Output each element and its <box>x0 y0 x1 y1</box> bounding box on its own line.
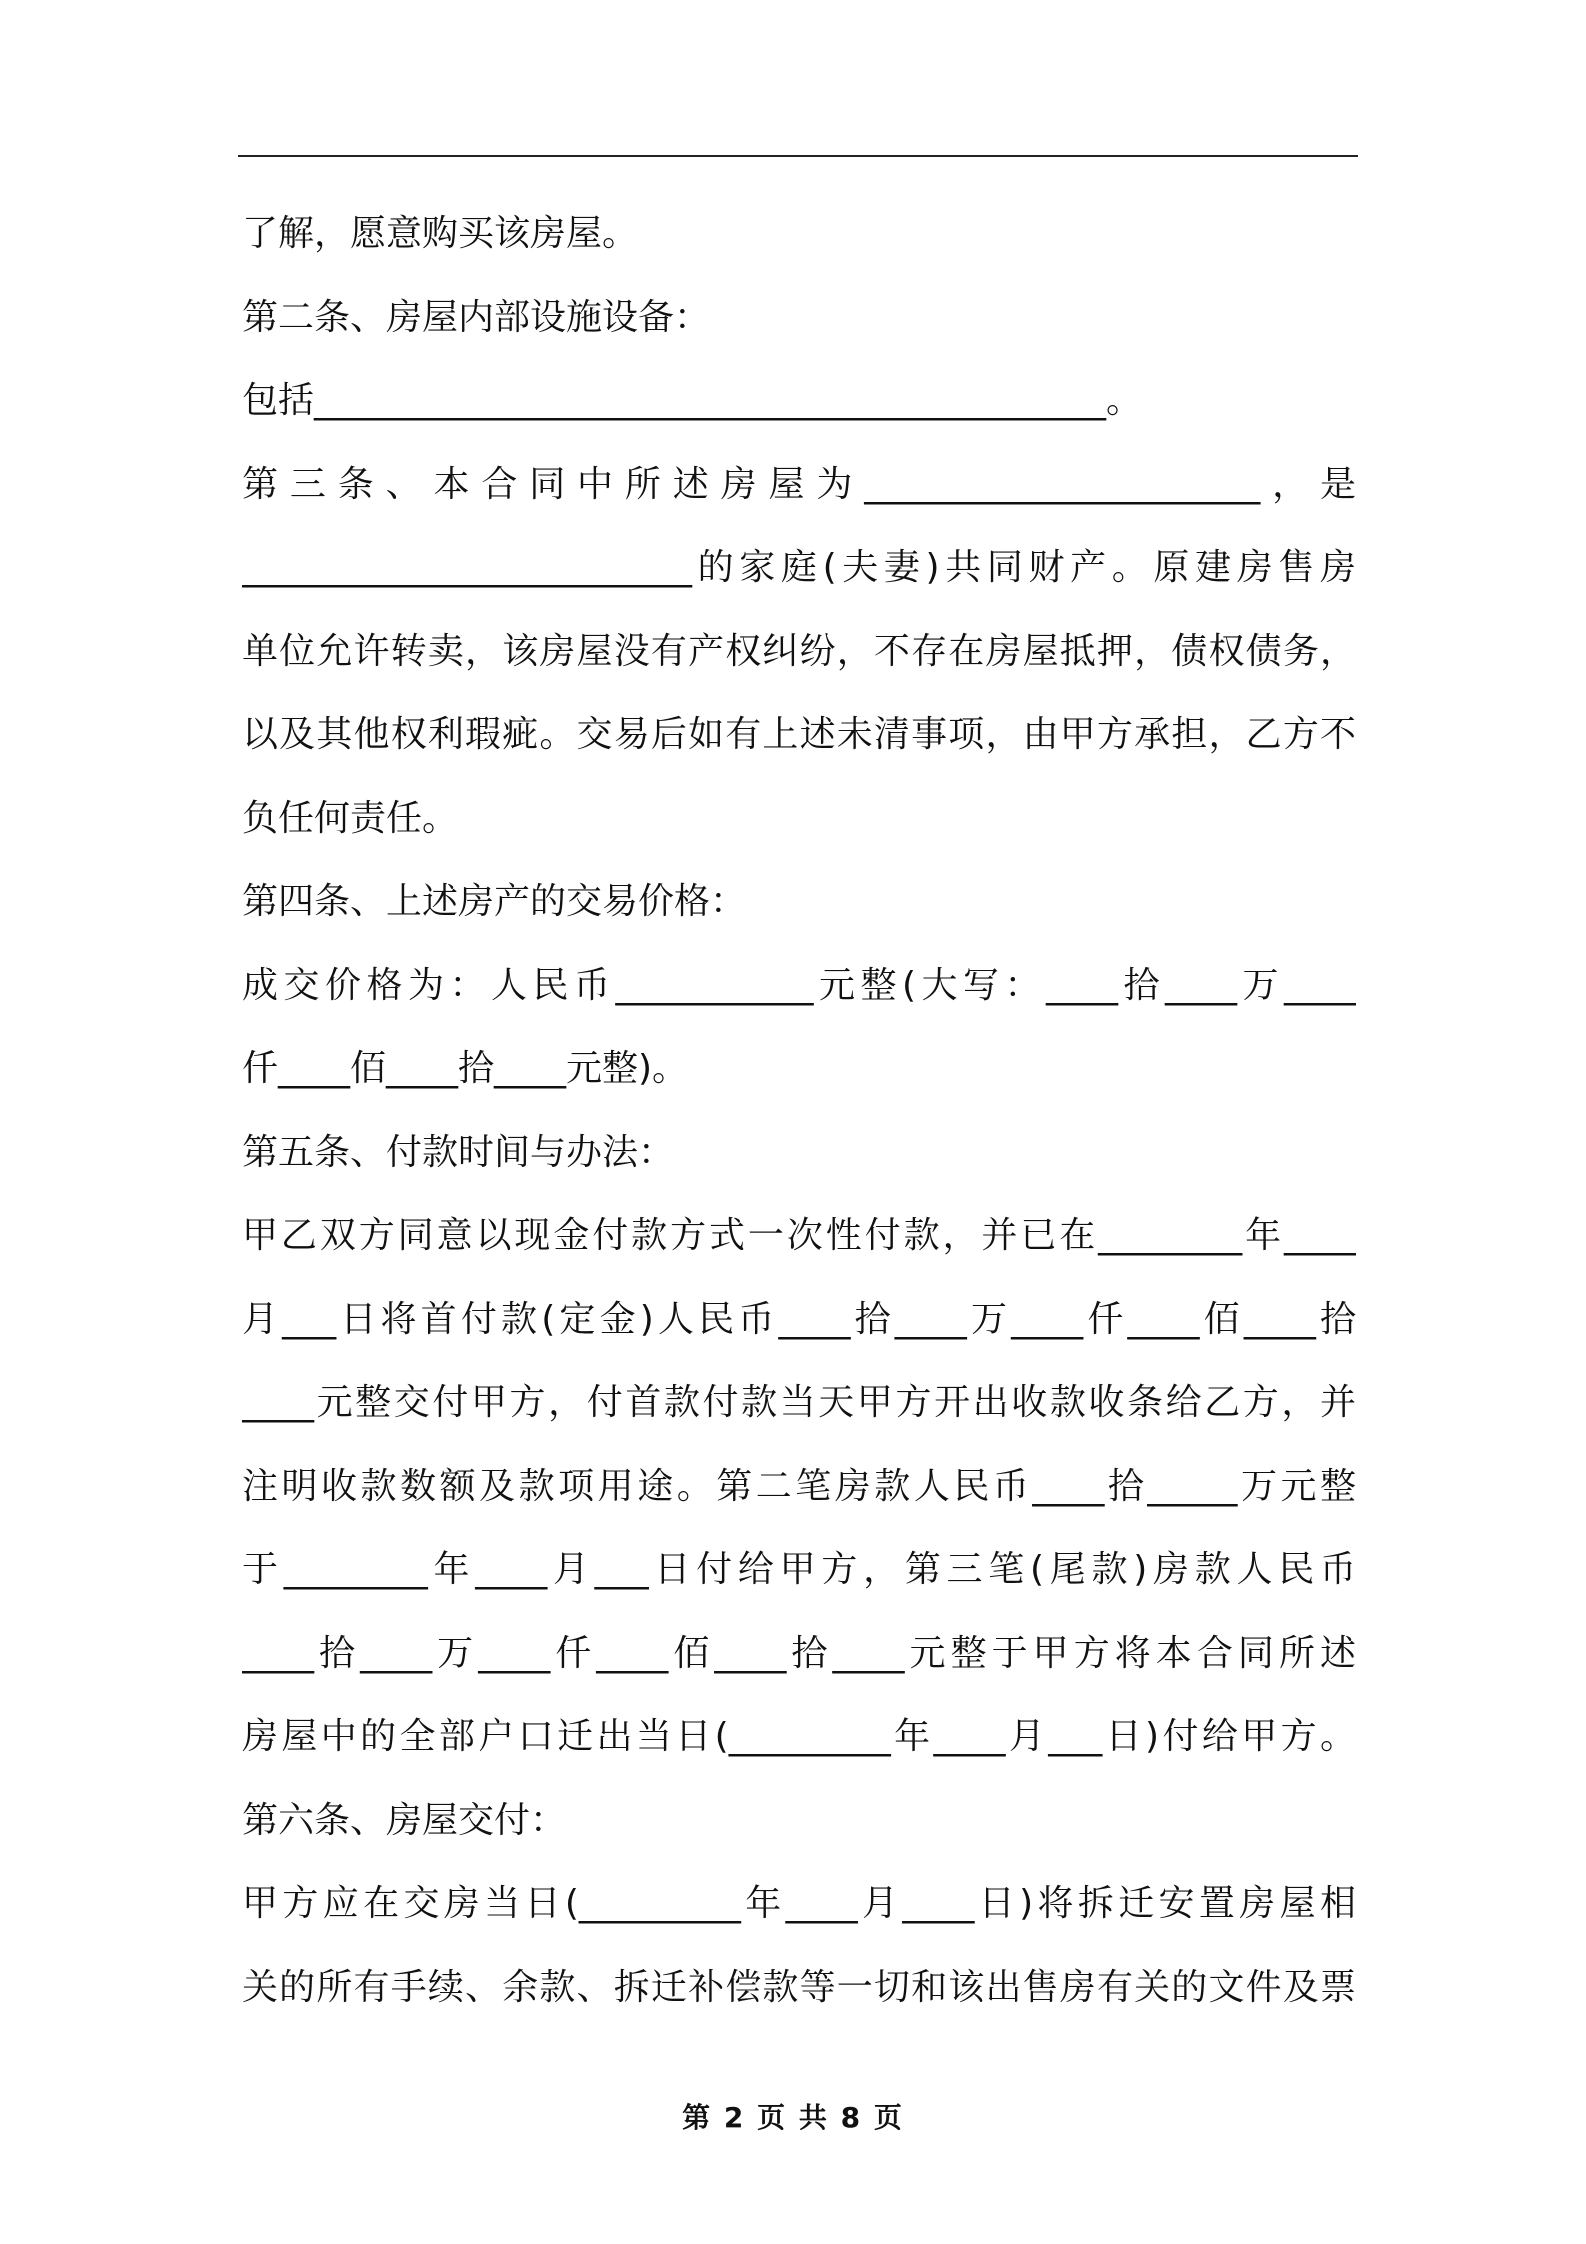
text-line: 房屋中的全部户口迁出当日(_________年____月___日)付给甲方。 <box>242 1716 1356 1757</box>
page-number-footer: 第 2 页 共 8 页 <box>682 2101 904 2134</box>
text-line: 甲乙双方同意以现金付款方式一次性付款，并已在________年____ <box>242 1215 1356 1256</box>
text-line: 注明收款数额及款项用途。第二笔房款人民币____拾_____万元整 <box>242 1465 1356 1507</box>
text-line: ____拾____万____仟____佰____拾____元整于甲方将本合同所述 <box>242 1632 1356 1674</box>
header-rule <box>238 155 1358 157</box>
text-line: 负任何责任。 <box>242 797 459 839</box>
text-line: 了解，愿意购买该房屋。 <box>242 213 639 254</box>
article-3-heading: 第三条、本合同中所述房屋为______________________，是 <box>242 463 1356 505</box>
text-line: 以及其他权利瑕疵。交易后如有上述未清事项，由甲方承担，乙方不 <box>242 714 1356 755</box>
text-line: 成交价格为：人民币___________元整(大写：____拾____万____ <box>242 964 1356 1006</box>
text-line: 单位允许转卖，该房屋没有产权纠纷，不存在房屋抵押，债权债务， <box>242 630 1356 672</box>
text-line: 包括____________________________________________。 <box>242 380 1142 421</box>
text-line: 关的所有手续、余款、拆迁补偿款等一切和该出售房有关的文件及票 <box>242 1966 1356 2008</box>
article-2-heading: 第二条、房屋内部设施设备： <box>242 296 711 338</box>
text-line: 仟____佰____拾____元整)。 <box>242 1048 689 1089</box>
text-line: 于________年____月___日付给甲方，第三笔(尾款)房款人民币 <box>242 1549 1356 1590</box>
text-line: _________________________的家庭(夫妻)共同财产。原建房售房 <box>242 547 1356 588</box>
text-line: 甲方应在交房当日(_________年____月____日)将拆迁安置房屋相 <box>242 1883 1356 1924</box>
text-line: 月___日将首付款(定金)人民币____拾____万____仟____佰____拾 <box>242 1298 1356 1340</box>
article-5-heading: 第五条、付款时间与办法： <box>242 1131 675 1173</box>
article-6-heading: 第六条、房屋交付： <box>242 1799 567 1841</box>
contract-body <box>242 192 1356 2029</box>
article-4-heading: 第四条、上述房产的交易价格： <box>242 881 747 922</box>
text-line: ____元整交付甲方，付首款付款当天甲方开出收款收条给乙方，并 <box>242 1382 1356 1423</box>
